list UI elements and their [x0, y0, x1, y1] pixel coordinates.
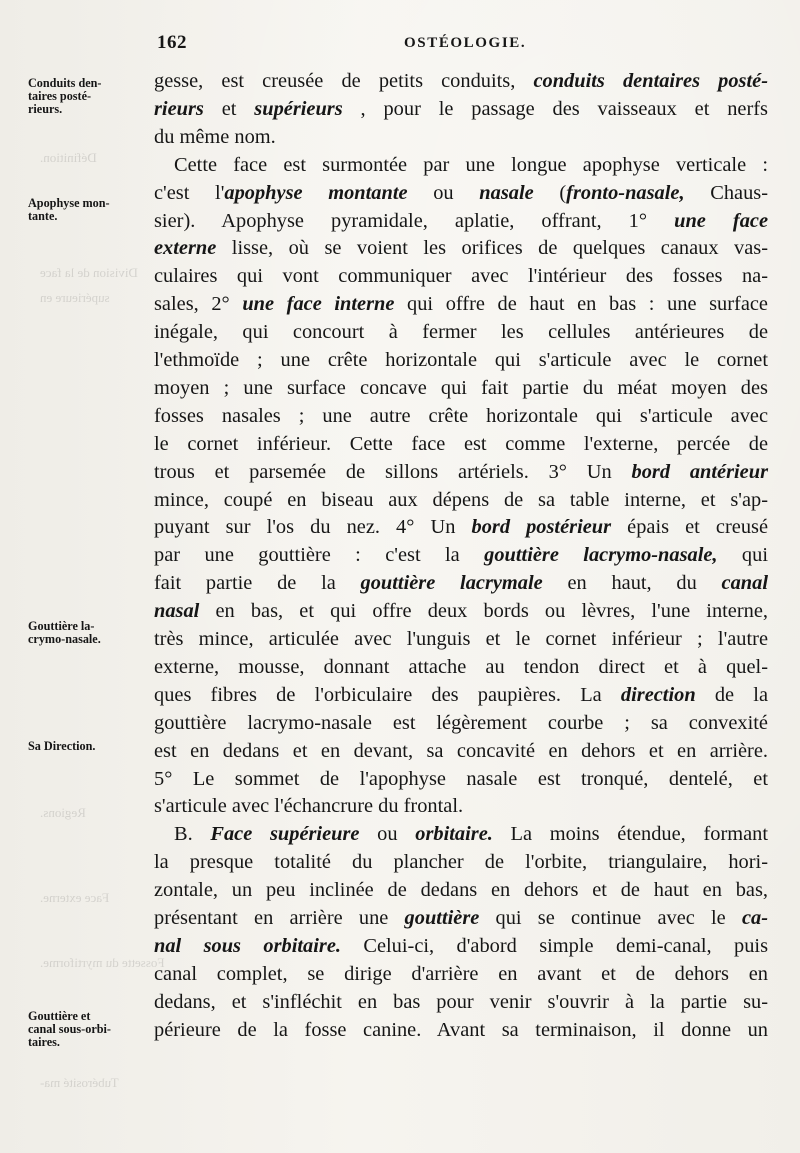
text-run: qui offre de haut en bas : une surface: [394, 293, 768, 316]
text-line: [154, 766, 768, 793]
text-run: moyen ; une surface concave qui fait partie du méat moyen des: [154, 376, 768, 399]
show-through-text: Fossette du myrtiforme.: [40, 955, 165, 970]
italic-term: gouttière lacrymo-nasale,: [484, 544, 718, 567]
text-run: Celui-ci, d'abord simple demi-canal, puis: [340, 934, 768, 957]
italic-term: ca-: [741, 907, 768, 929]
text-line: [154, 431, 768, 458]
text-run: gesse, est creusée de petits conduits,: [154, 70, 534, 92]
text-line: [154, 933, 768, 960]
italic-term: nal sous orbitaire.: [154, 934, 341, 957]
text-run: est en dedans et en devant, sa concavité en dehors et en arrière.: [154, 739, 768, 762]
italic-term: bord antérieur: [631, 460, 769, 483]
text-line: [154, 514, 768, 541]
page-header: [0, 28, 800, 62]
margin-note-line: tante.: [28, 209, 58, 223]
text-run: ques fibres de l'orbiculaire des paupières. La: [154, 683, 621, 706]
italic-term: Face supérieure: [210, 823, 360, 846]
show-through-text: Division de la face: [40, 265, 138, 280]
text-line: [154, 208, 768, 235]
text-run: gouttière lacrymo-nasale est légèrement courbe ; sa convexité: [154, 711, 768, 734]
text-run: externe, mousse, donnant attache au tendon direct et à quel-: [154, 655, 768, 678]
text-line: [154, 124, 768, 151]
text-run: lisse, où se voient les orifices de quelques canaux vas-: [216, 237, 768, 260]
text-line: [154, 96, 768, 123]
text-line: [154, 347, 768, 374]
text-line: [154, 152, 768, 179]
text-run: sier). Apophyse pyramidale, aplatie, offrant, 1°: [154, 209, 675, 232]
text-run: (: [533, 181, 567, 204]
text-run: du même nom.: [154, 125, 276, 148]
margin-note-line: crymo-nasale.: [28, 632, 101, 646]
page-number: 162: [157, 32, 187, 53]
margin-note: [28, 740, 152, 753]
italic-term: gouttière: [404, 907, 480, 929]
margin-note-line: taires posté-: [28, 89, 92, 103]
text-run: présentant en arrière une: [154, 907, 405, 929]
italic-term: supérieurs: [254, 97, 343, 120]
text-run: La moins étendue, formant: [492, 823, 769, 846]
text-run: zontale, un peu inclinée de dedans en dehors et de haut en bas,: [154, 879, 768, 902]
text-run: B.: [174, 823, 211, 846]
text-line: [154, 1017, 768, 1044]
text-run: inégale, qui concourt à fermer les cellules antérieures de: [154, 321, 768, 344]
text-line: [154, 570, 768, 597]
margin-note-line: taires.: [28, 1035, 60, 1049]
italic-term: une face: [674, 209, 768, 232]
text-line: [154, 877, 768, 904]
text-line: [154, 793, 768, 820]
text-run: culaires qui vont communiquer avec l'intérieur des fosses na-: [154, 265, 768, 288]
text-line: [154, 459, 768, 486]
text-run: 5° Le sommet de l'apophyse nasale est tronqué, dentelé, et: [154, 767, 768, 790]
margin-note-line: Conduits den-: [28, 76, 102, 90]
text-line: [154, 961, 768, 988]
margin-note-line: Sa Direction.: [28, 739, 96, 753]
margin-note-line: Gouttière la-: [28, 619, 95, 633]
show-through-text: Face externe.: [40, 890, 110, 905]
margin-note-line: canal sous-orbi-: [28, 1022, 111, 1036]
text-line: [154, 905, 768, 932]
text-run: c'est l': [154, 181, 225, 204]
margin-note: [28, 1010, 152, 1049]
italic-term: nasale: [479, 181, 534, 204]
text-run: périeure de la fosse canine. Avant sa terminaison, il donne un: [154, 1018, 768, 1041]
text-run: l'ethmoïde ; une crête horizontale qui s'articule avec le cornet: [154, 349, 768, 371]
italic-term: nasal: [154, 600, 200, 623]
text-line: [154, 989, 768, 1016]
margin-note-line: rieurs.: [28, 102, 63, 116]
text-run: ou: [359, 823, 416, 846]
italic-term: rieurs: [154, 97, 204, 120]
text-run: s'articule avec l'échancrure du frontal.: [154, 795, 464, 818]
text-line: [154, 682, 768, 709]
text-run: ou: [407, 181, 480, 204]
text-run: de la: [695, 683, 768, 706]
text-line: [154, 710, 768, 737]
text-run: fosses nasales ; une autre crête horizontale qui s'articule avec: [154, 404, 768, 427]
running-title: OSTÉOLOGIE.: [404, 35, 527, 51]
margin-note: [28, 77, 152, 116]
text-line: [154, 626, 768, 653]
text-line: [154, 487, 768, 514]
text-line: [154, 68, 768, 95]
italic-term: bord postérieur: [471, 516, 612, 539]
text-run: par une gouttière : c'est la: [154, 544, 485, 567]
show-through-text: supérieure en: [40, 290, 110, 305]
text-run: Chaus-: [684, 181, 769, 204]
show-through-text: Tubérosité ma-: [40, 1075, 119, 1090]
margin-note-line: Gouttière et: [28, 1009, 91, 1023]
italic-term: apophyse montante: [224, 181, 408, 204]
italic-term: fronto-nasale,: [566, 181, 685, 204]
text-run: mince, coupé en biseau aux dépens de sa table interne, et s'ap-: [154, 488, 768, 511]
text-run: sales, 2°: [154, 293, 243, 316]
text-run: puyant sur l'os du nez. 4° Un: [154, 516, 472, 539]
margin-note-line: Apophyse mon-: [28, 196, 110, 210]
margin-note: [28, 197, 152, 223]
text-run: et: [203, 97, 255, 120]
text-run: fait partie de la: [154, 572, 361, 595]
text-run: en bas, et qui offre deux bords ou lèvres, l'une interne,: [199, 600, 768, 623]
text-run: trous et parsemée de sillons artériels. 3° Un: [154, 460, 632, 483]
text-run: très mince, articulée avec l'unguis et le cornet inférieur ; l'autre: [154, 628, 768, 650]
show-through-text: Définition.: [40, 150, 97, 165]
text-line: [154, 849, 768, 876]
italic-term: orbitaire.: [415, 823, 493, 846]
show-through-text: Regions.: [40, 805, 86, 820]
text-run: en haut, du: [542, 572, 722, 595]
text-run: épais et creusé: [611, 516, 768, 539]
text-line: [154, 180, 768, 207]
text-line: [154, 291, 768, 318]
text-run: , pour le passage des vaisseaux et nerfs: [342, 97, 768, 120]
text-line: [154, 542, 768, 569]
text-line: [154, 598, 768, 625]
italic-term: une face interne: [242, 293, 395, 316]
text-run: qui: [717, 544, 768, 567]
text-line: [154, 821, 768, 848]
text-line: [154, 403, 768, 430]
text-line: [154, 738, 768, 765]
text-line: [154, 263, 768, 290]
margin-note: [28, 620, 152, 646]
text-run: qui se continue avec le: [479, 907, 742, 929]
italic-term: conduits dentaires posté-: [533, 70, 768, 92]
text-line: [154, 319, 768, 346]
italic-term: gouttière lacrymale: [360, 572, 543, 595]
text-run: le cornet inférieur. Cette face est comme l'externe, percée de: [154, 432, 768, 455]
text-run: la presque totalité du plancher de l'orbite, triangulaire, hori-: [154, 851, 768, 874]
text-line: [154, 375, 768, 402]
text-run: Cette face est surmontée par une longue apophyse verticale :: [174, 153, 768, 176]
text-run: canal complet, se dirige d'arrière en avant et de dehors en: [154, 962, 768, 985]
italic-term: direction: [620, 683, 696, 706]
text-run: dedans, et s'infléchit en bas pour venir s'ouvrir à la partie su-: [154, 990, 768, 1013]
text-line: [154, 654, 768, 681]
text-line: [154, 235, 768, 262]
italic-term: externe: [154, 237, 217, 260]
italic-term: canal: [721, 572, 768, 595]
